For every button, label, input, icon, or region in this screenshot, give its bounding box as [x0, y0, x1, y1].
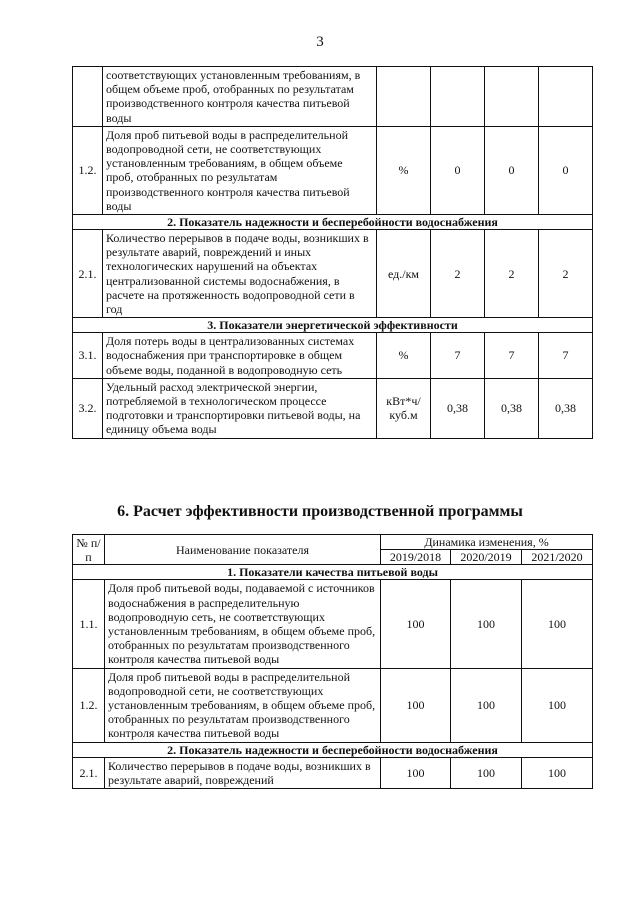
header-indicator-name: Наименование показателя: [105, 535, 381, 565]
value-cell: 100: [381, 580, 451, 668]
value-cell: [539, 67, 593, 127]
row-number: 1.1.: [73, 580, 105, 668]
table-row: [73, 333, 593, 379]
value-cell: 7: [539, 333, 593, 379]
table-row: [73, 126, 593, 214]
unit-cell: %: [377, 333, 431, 379]
header-number: № п/п: [73, 535, 105, 565]
indicator-name: Удельный расход электрической энергии, потребляемой в технологическом процессе подготовки и транспортировки питьевой воды, на единицу объема воды: [103, 378, 377, 438]
value-cell: 100: [451, 580, 522, 668]
header-dynamics: Динамика изменения, %: [381, 535, 593, 550]
header-year: 2019/2018: [381, 550, 451, 565]
indicator-name: Доля проб питьевой воды, подаваемой с источников водоснабжения в распределительную водопроводную сеть, не соответствующих установленным требованиям, в общем объеме проб, отобранных по результатам производственного контроля качества питьевой воды: [105, 580, 381, 668]
unit-cell: ед./км: [377, 230, 431, 318]
value-cell: [431, 67, 485, 127]
indicators-table: [72, 66, 593, 439]
value-cell: 0: [539, 126, 593, 214]
section-row: [73, 565, 593, 580]
header-row: [73, 535, 593, 550]
table-row: [73, 668, 593, 742]
value-cell: 100: [381, 757, 451, 788]
indicator-name: Доля проб питьевой воды в распределительной водопроводной сети, не соответствующих установленным требованиям, в общем объеме проб, отобранных по результатам производственного контроля качества питьевой воды: [105, 668, 381, 742]
table-row: [73, 378, 593, 438]
unit-cell: кВт*ч/ куб.м: [377, 378, 431, 438]
value-cell: 7: [485, 333, 539, 379]
value-cell: 100: [451, 757, 522, 788]
value-cell: 100: [522, 757, 593, 788]
table-row: [73, 580, 593, 668]
value-cell: 0,38: [539, 378, 593, 438]
value-cell: 2: [485, 230, 539, 318]
indicator-name: Количество перерывов в подаче воды, возникших в результате аварий, повреждений и иных технологических нарушений на объектах централизованной системы водоснабжения, в расчете на протяженность водопроводной сети в год: [103, 230, 377, 318]
row-number: 1.2.: [73, 668, 105, 742]
row-number: 1.2.: [73, 126, 103, 214]
value-cell: 2: [431, 230, 485, 318]
header-year: 2021/2020: [522, 550, 593, 565]
row-number: 2.1.: [73, 230, 103, 318]
section-row: [73, 215, 593, 230]
value-cell: 0: [485, 126, 539, 214]
value-cell: 100: [381, 668, 451, 742]
value-cell: 100: [522, 580, 593, 668]
table-row: [73, 230, 593, 318]
row-number: 3.1.: [73, 333, 103, 379]
efficiency-table: [72, 534, 593, 789]
indicator-name: соответствующих установленным требованиям, в общем объеме проб, отобранных по результатам производственного контроля качества питьевой воды: [103, 67, 377, 127]
value-cell: 100: [451, 668, 522, 742]
section-title: 3. Показатели энергетической эффективности: [73, 318, 593, 333]
row-number: 2.1.: [73, 757, 105, 788]
value-cell: 7: [431, 333, 485, 379]
value-cell: 0,38: [485, 378, 539, 438]
section-title: 2. Показатель надежности и бесперебойности водоснабжения: [73, 215, 593, 230]
row-number: 3.2.: [73, 378, 103, 438]
unit-cell: %: [377, 126, 431, 214]
section-title: 2. Показатель надежности и бесперебойности водоснабжения: [73, 742, 593, 757]
row-number: [73, 67, 103, 127]
value-cell: 100: [522, 668, 593, 742]
section-title: 1. Показатели качества питьевой воды: [73, 565, 593, 580]
page-number: 3: [316, 34, 324, 50]
section-heading: 6. Расчет эффективности производственной программы: [117, 503, 523, 520]
value-cell: 0: [431, 126, 485, 214]
header-year: 2020/2019: [451, 550, 522, 565]
value-cell: [485, 67, 539, 127]
indicator-name: Доля проб питьевой воды в распределительной водопроводной сети, не соответствующих установленным требованиям, в общем объеме проб, отобранных по результатам производственного контроля качества питьевой воды: [103, 126, 377, 214]
unit-cell: [377, 67, 431, 127]
section-row: [73, 742, 593, 757]
table-row: [73, 67, 593, 127]
table-row: [73, 757, 593, 788]
indicator-name: Доля потерь воды в централизованных системах водоснабжения при транспортировке в общем объеме воды, поданной в водопроводную сеть: [103, 333, 377, 379]
section-row: [73, 318, 593, 333]
value-cell: 0,38: [431, 378, 485, 438]
indicator-name: Количество перерывов в подаче воды, возникших в результате аварий, повреждений: [105, 757, 381, 788]
value-cell: 2: [539, 230, 593, 318]
